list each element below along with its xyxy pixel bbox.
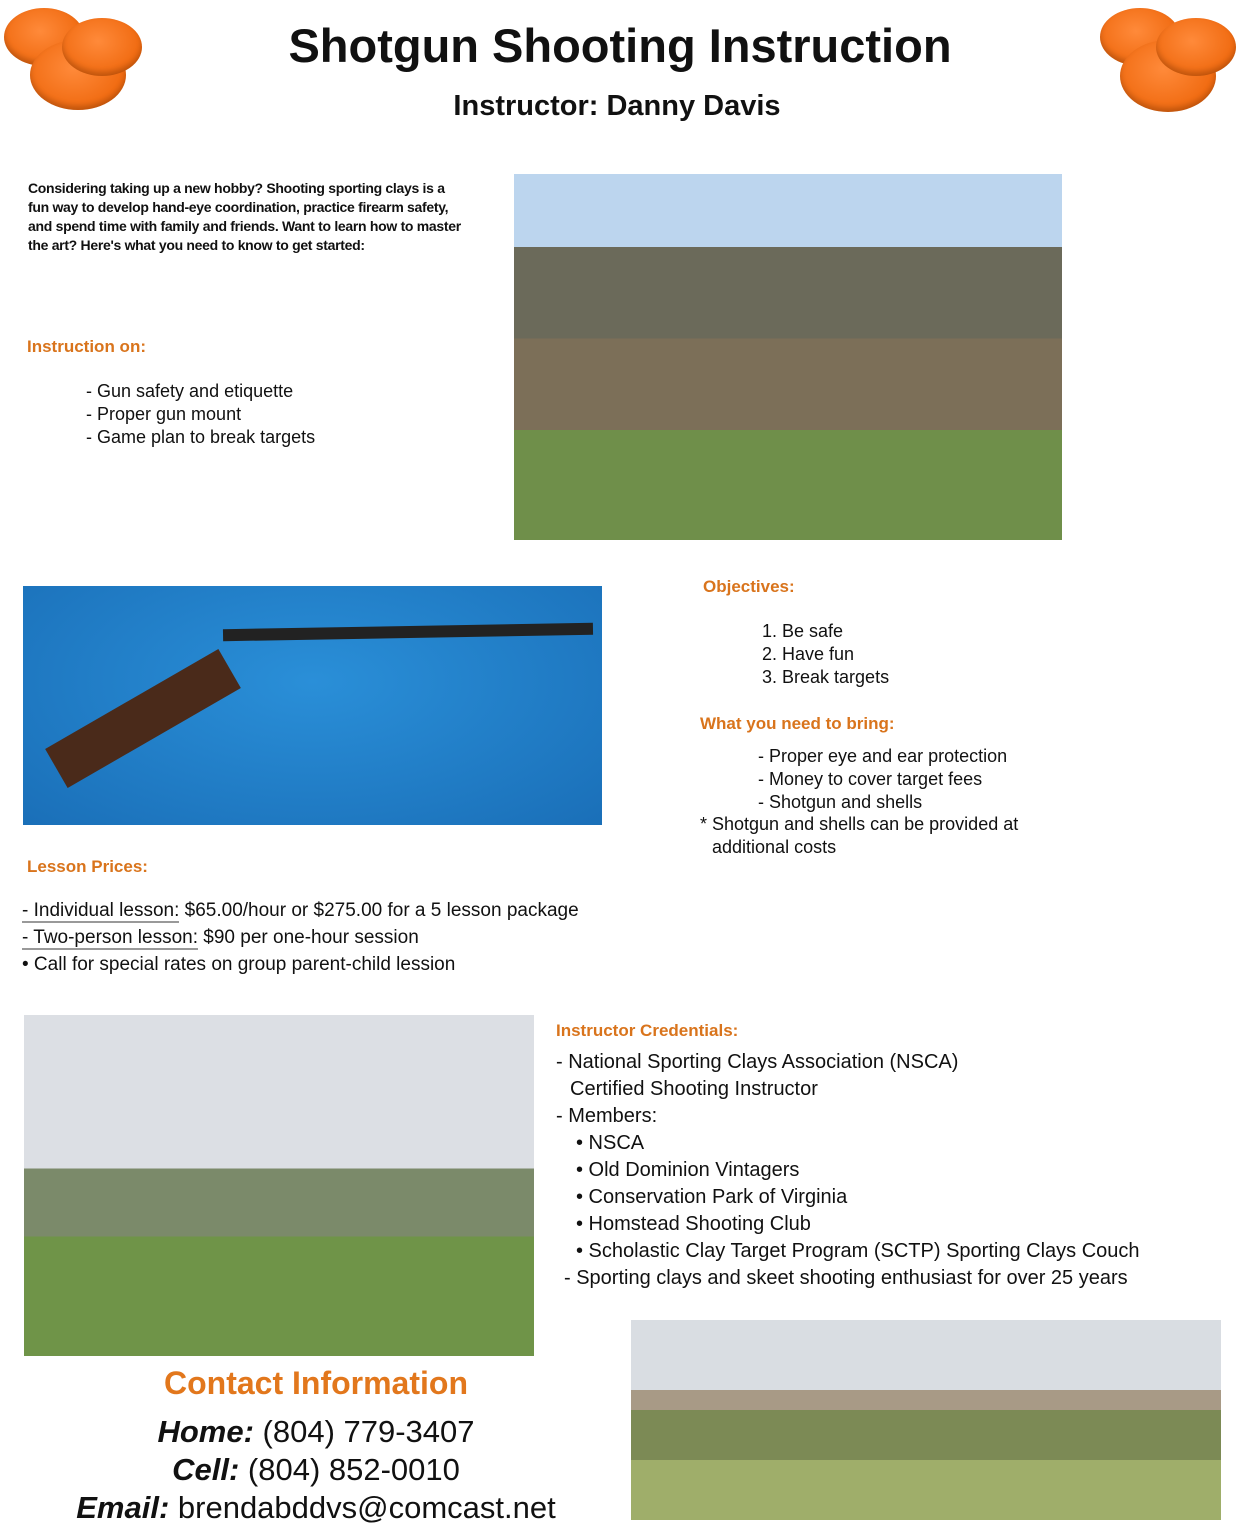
credential-line: • Old Dominion Vintagers	[576, 1159, 800, 1181]
home-phone[interactable]: (804) 779-3407	[253, 1414, 475, 1449]
contact-email	[0, 1490, 632, 1526]
list-item: - Game plan to break targets	[86, 427, 316, 447]
objectives-list	[762, 620, 889, 689]
contact-home	[0, 1414, 632, 1450]
cell-label: Cell:	[172, 1452, 240, 1487]
credential-line: - Sporting clays and skeet shooting enthusiast for over 25 years	[564, 1267, 1128, 1289]
instructor-subtitle: Instructor: Danny Davis	[453, 90, 781, 122]
list-item: - Money to cover target fees	[758, 769, 983, 789]
email-label: Email:	[76, 1490, 170, 1525]
list-item: 1. Be safe	[762, 621, 844, 641]
credential-line: • Conservation Park of Virginia	[576, 1186, 848, 1208]
price-item	[22, 951, 579, 978]
prices-heading: Lesson Prices:	[27, 857, 148, 876]
credential-line: • Homstead Shooting Club	[576, 1213, 811, 1235]
instructor-lesson-photo	[24, 1015, 534, 1356]
instruction-list	[86, 380, 315, 449]
home-label: Home:	[157, 1414, 254, 1449]
list-item: - Shotgun and shells	[758, 792, 923, 812]
student-shooting-photo	[631, 1320, 1221, 1520]
list-item: 3. Break targets	[762, 667, 890, 687]
shotgun-photo	[23, 586, 602, 825]
list-item: - Proper eye and ear protection	[758, 746, 1008, 766]
price-label: - Individual lesson:	[22, 900, 180, 921]
bring-heading: What you need to bring:	[700, 714, 895, 733]
credential-line: - National Sporting Clays Association (NSCA)	[556, 1051, 959, 1073]
instruction-photo	[514, 174, 1062, 540]
credentials-heading: Instructor Credentials:	[556, 1021, 739, 1040]
list-item: - Gun safety and etiquette	[86, 381, 294, 401]
note-line: additional costs	[712, 837, 837, 857]
credential-line: - Members:	[556, 1105, 658, 1127]
credential-line: Certified Shooting Instructor	[570, 1078, 818, 1100]
cell-phone[interactable]: (804) 852-0010	[239, 1452, 460, 1487]
price-text: $90 per one-hour session	[198, 927, 419, 948]
credential-line: • Scholastic Clay Target Program (SCTP) Sporting Clays Couch	[576, 1240, 1140, 1262]
list-item: - Proper gun mount	[86, 404, 242, 424]
contact-heading: Contact Information	[164, 1365, 468, 1401]
price-item	[22, 924, 579, 951]
credential-line: • NSCA	[576, 1132, 645, 1154]
objectives-heading: Objectives:	[703, 577, 795, 596]
prices-list	[22, 897, 579, 978]
contact-cell	[0, 1452, 632, 1488]
note-line: * Shotgun and shells can be provided at	[700, 814, 1019, 834]
instruction-heading: Instruction on:	[27, 337, 146, 356]
price-text: • Call for special rates on group parent-child lession	[22, 954, 456, 975]
bring-list	[758, 745, 1007, 814]
email-link[interactable]: brendabddvs@comcast.net	[169, 1490, 556, 1525]
price-label: - Two-person lesson:	[22, 927, 199, 948]
intro-paragraph: Considering taking up a new hobby? Shooting sporting clays is a fun way to develop hand-eye coordination, practice firearm safety, and spend time with family and friends. Want to learn how to master the art? Here's what you need to know to get started:	[28, 180, 461, 253]
price-text: $65.00/hour or $275.00 for a 5 lesson package	[179, 900, 579, 921]
price-item	[22, 897, 579, 924]
bring-note	[700, 813, 1018, 859]
credentials-list	[556, 1049, 1140, 1292]
list-item: 2. Have fun	[762, 644, 855, 664]
page-title: Shotgun Shooting Instruction	[288, 19, 952, 72]
